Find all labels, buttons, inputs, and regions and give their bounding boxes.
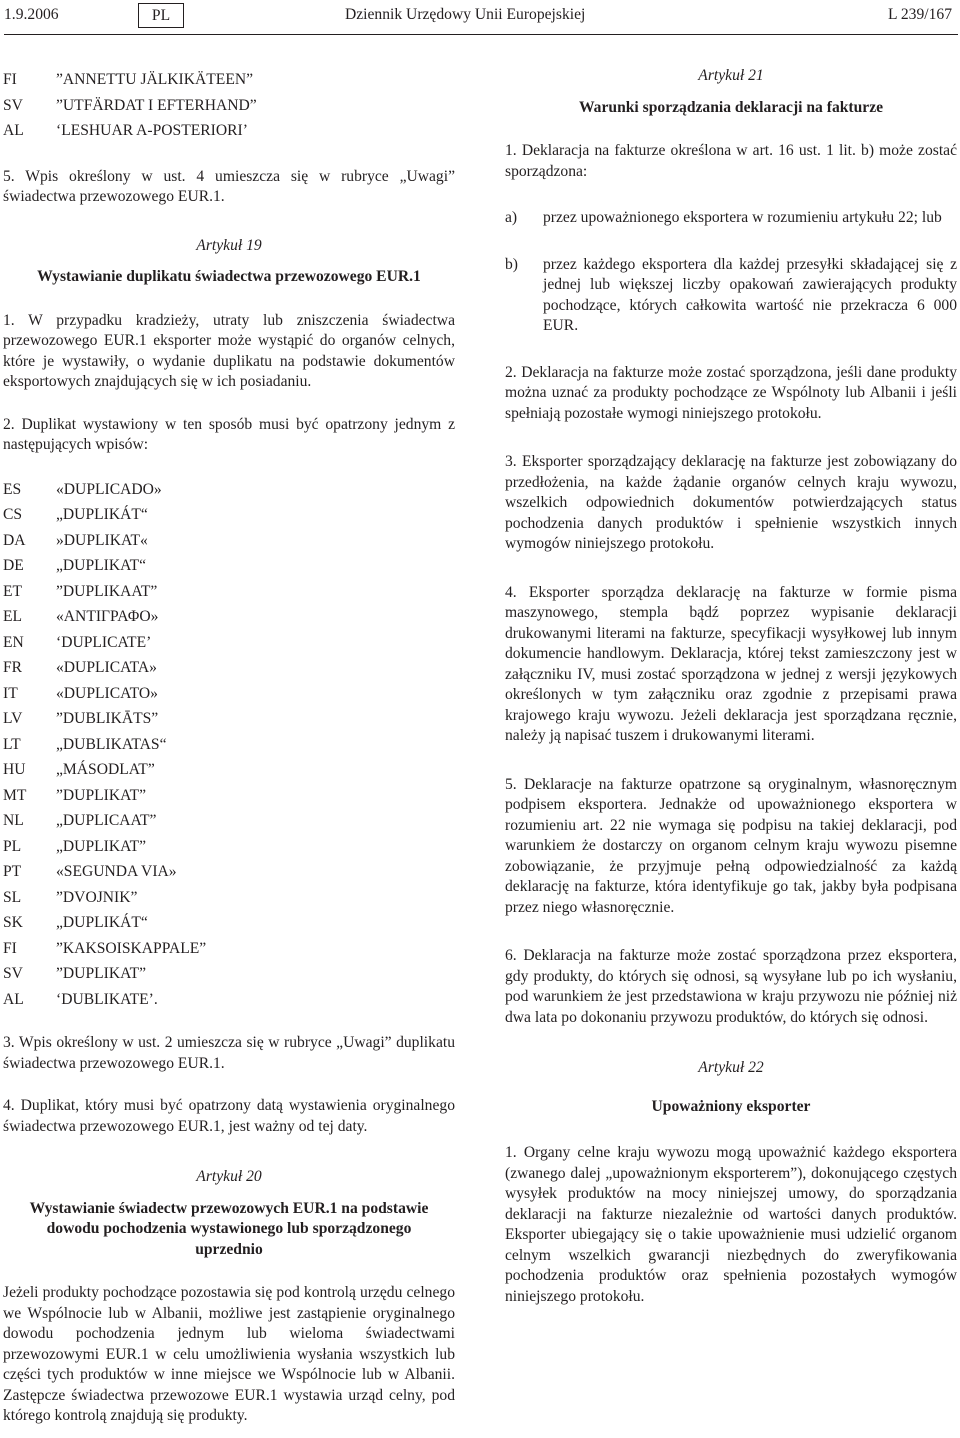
lang-text: ”DUPLIKAT” <box>56 786 147 804</box>
lang-code: LT <box>3 735 21 753</box>
lang-row <box>3 70 455 96</box>
article-20-heading: Artykuł 20 <box>196 1168 262 1185</box>
lang-row <box>3 531 455 557</box>
lang-code: SV <box>3 965 23 982</box>
lang-code: EL <box>3 608 23 625</box>
lang-code: PL <box>3 837 22 855</box>
article-19-paragraph-1: 1. W przypadku kradzieży, utraty lub zniszczenia świadectwa przewozowego EUR.1 eksporter może wystąpić do organów celnych, które je wystawiły, o wydanie duplikatu na podstawie dokumentów eksportowych znajdujących się w ich posiadaniu. <box>3 311 455 390</box>
item-text: przez upoważnionego eksportera w rozumieniu artykułu 22; lub <box>543 209 942 226</box>
journal-title: Dziennik Urzędowy Unii Europejskiej <box>345 6 586 23</box>
lang-text: ‘DUBLIKATE’. <box>56 990 158 1008</box>
left-column <box>3 70 455 1427</box>
article-22-heading: Artykuł 22 <box>698 1059 764 1076</box>
duplicate-annotation-list <box>3 480 455 1016</box>
lang-code: EN <box>3 633 24 651</box>
lang-row <box>3 480 455 506</box>
lang-text: «DUPLICADO» <box>56 480 162 498</box>
lang-code: DE <box>3 557 24 574</box>
lang-text: »DUPLIKAT« <box>56 531 148 549</box>
lang-row <box>3 862 455 888</box>
language-badge: PL <box>138 3 184 28</box>
article-21-paragraph-1: 1. Deklaracja na fakturze określona w art. 16 ust. 1 lit. b) może zostać sporządzona: <box>505 142 957 180</box>
lang-row <box>3 556 455 582</box>
lang-code: SL <box>3 888 22 906</box>
article-20-paragraph: Jeżeli produkty pochodzące pozostawia się pod kontrolą urzędu celnego we Wspólnocie lub w Albanii, możliwe jest zastąpienie oryginalnego dowodu pochodzenia jednym lub wieloma świadectwami przewozowymi EUR.1 w celu umożliwienia wysłania wszystkich lub części tych produktów w inne miejsce we Wspólnocie lub w Albanii. Zastępcze świadectwa przewozowe EUR.1 wystawia urząd celny, pod którego kontrolą znajdują się produkty. <box>3 1284 455 1424</box>
article-19-heading: Artykuł 19 <box>196 236 262 254</box>
lang-code: HU <box>3 761 26 778</box>
item-label: a) <box>505 209 518 226</box>
lang-text: ”DUPLIKAT” <box>56 965 147 982</box>
lang-code: ES <box>3 480 22 498</box>
lang-row <box>3 939 455 965</box>
lang-text: ”ANNETTU JÄLKIKÄTEEN” <box>56 71 254 88</box>
lang-code: SK <box>3 914 23 931</box>
publication-date: 1.9.2006 <box>4 6 59 23</box>
article-21-paragraph-4: 4. Eksporter sporządza deklarację na fakturze w formie pisma maszynowego, stempla bądź poprzez wypisanie deklaracji drukowanymi literami na fakturze, specyfikacji wysyłkowej lub innym dokumencie handlowym. Deklaracja, której tekst zamieszczony jest w załączniku IV, musi zostać sporządzona w jednej z wersji językowych określonych w tym załączniku oraz zgodnie z przepisami prawa krajowego kraju wywozu. Jeżeli deklaracja jest sporządzana ręcznie, należy ją napisać tuszem i drukowanymi literami. <box>505 583 957 744</box>
lang-text: ”KAKSOISKAPPALE” <box>56 939 207 957</box>
article-19-title: Wystawianie duplikatu świadectwa przewozowego EUR.1 <box>37 268 421 285</box>
lang-row <box>3 658 455 684</box>
lang-code: IT <box>3 684 18 702</box>
lang-text: «DUPLICATO» <box>56 684 158 702</box>
item-label: b) <box>505 255 518 273</box>
lang-text: „DUBLIKATAS“ <box>56 735 167 753</box>
lang-row <box>3 735 455 761</box>
lang-row <box>3 96 455 122</box>
lang-text: ”DUPLIKAAT” <box>56 582 158 600</box>
list-item-b <box>505 255 957 337</box>
lang-text: «ΑΝΤΙΓΡΑΦΟ» <box>56 608 159 625</box>
article-22-paragraph-1: 1. Organy celne kraju wywozu mogą upoważnić każdego eksportera (zwanego dalej „upoważnionym eksporterem”), dokonującego częstych wysyłek produktów na mocy niniejszej umowy, do sporządzania deklaracji na fakturze niezależnie od wartości danych produktów. Eksporter ubiegający się o takie upoważnienie musi udzielić organom celnym wszelkich gwarancji niezbędnych do zweryfikowania pochodzenia produktów oraz spełnienia pozostałych wymogów niniejszego protokołu. <box>505 1144 957 1305</box>
lang-text: «DUPLICATA» <box>56 659 157 676</box>
lang-code: FI <box>3 71 17 88</box>
lang-row <box>3 990 455 1016</box>
article-22-title: Upoważniony eksporter <box>651 1097 811 1115</box>
lang-row <box>3 684 455 710</box>
lang-code: ET <box>3 582 23 600</box>
lang-code: AL <box>3 122 24 139</box>
lang-code: AL <box>3 990 24 1008</box>
article-21-paragraph-6: 6. Deklaracja na fakturze może zostać sporządzona przez eksportera, gdy produkty, do których się odnosi, są wysyłane lub po ich wysłaniu, pod warunkiem że jest przedstawiona w kraju przywozu nie później niż dwa lata po dokonaniu przywozu produktów, do których się odnosi. <box>505 947 957 1026</box>
page-number: L 239/167 <box>888 6 952 23</box>
lang-row <box>3 888 455 914</box>
lang-row <box>3 913 455 939</box>
lang-text: „DUPLICAAT” <box>56 812 157 829</box>
lang-row <box>3 786 455 812</box>
lang-row <box>3 505 455 531</box>
lang-row <box>3 964 455 990</box>
lang-row <box>3 837 455 863</box>
lang-code: CS <box>3 506 23 523</box>
lang-text: «SEGUNDA VIA» <box>56 863 177 880</box>
lang-text: „DUPLIKÁT“ <box>56 506 148 523</box>
lang-row <box>3 760 455 786</box>
article-21-heading: Artykuł 21 <box>698 67 764 84</box>
lang-text: „DUPLIKÁT“ <box>56 914 148 931</box>
article-21-paragraph-5: 5. Deklaracje na fakturze opatrzone są oryginalnym, własnoręcznym podpisem eksportera. Jednakże od upoważnionego eksportera w rozumieniu art. 22 nie wymaga się podpisu na takiej deklaracji, pod warunkiem że dostarczy on organom celnym kraju wywozu pisemne zobowiązanie, że przyjmuje pełną odpowiedzialność za każdą deklarację na fakturze, która identyfikuje go tak, jakby była podpisana przez niego własnoręcznie. <box>505 775 957 916</box>
lang-code: SV <box>3 96 23 114</box>
lang-row <box>3 709 455 735</box>
item-text: przez każdego eksportera dla każdej przesyłki składającej się z jednej lub większej liczby opakowań zawierających produkty pochodzące, których całkowita wartość nie przekracza 6 000 EUR. <box>543 255 957 334</box>
lang-text: ”UTFÄRDAT I EFTERHAND” <box>56 96 257 114</box>
article-19-paragraph-4: 4. Duplikat, który musi być opatrzony datą wystawienia oryginalnego świadectwa przewozowego EUR.1, jest ważny od tej daty. <box>3 1097 455 1135</box>
lang-row <box>3 633 455 659</box>
article-19-paragraph-2: 2. Duplikat wystawiony w ten sposób musi być opatrzony jednym z następujących wpisów: <box>3 415 455 453</box>
lang-code: FR <box>3 659 23 676</box>
lang-text: ”DUBLIKĀTS” <box>56 710 159 727</box>
right-column <box>505 66 957 1307</box>
lang-row <box>3 607 455 633</box>
lang-text: ‘DUPLICATE’ <box>56 633 152 651</box>
lang-code: NL <box>3 812 24 829</box>
header-divider <box>4 34 958 35</box>
lang-text: „DUPLIKAT“ <box>56 557 147 574</box>
article-21-title: Warunki sporządzania deklaracji na fakturze <box>578 98 884 116</box>
list-item-a <box>505 208 957 229</box>
lang-code: PT <box>3 863 22 880</box>
lang-code: LV <box>3 710 23 727</box>
lang-row <box>3 811 455 837</box>
lang-code: FI <box>3 939 17 957</box>
lang-text: ”DVOJNIK” <box>56 888 138 906</box>
paragraph-5: 5. Wpis określony w ust. 4 umieszcza się w rubryce „Uwagi” świadectwa przewozowego EUR.1. <box>3 167 455 205</box>
annotation-list-top <box>3 70 455 147</box>
article-21-paragraph-2: 2. Deklaracja na fakturze może zostać sporządzona, jeśli dane produkty można uznać za produkty pochodzące ze Wspólnoty lub Albanii i jeśli spełniają pozostałe wymogi niniejszego protokołu. <box>505 363 957 422</box>
lang-text: „MÁSODLAT” <box>56 761 155 778</box>
lang-text: ‘LESHUAR A-POSTERIORI’ <box>56 122 248 139</box>
page-header <box>0 0 960 34</box>
article-19-paragraph-3: 3. Wpis określony w ust. 2 umieszcza się w rubryce „Uwagi” duplikatu świadectwa przewozowego EUR.1. <box>3 1034 455 1072</box>
article-21-paragraph-3: 3. Eksporter sporządzający deklarację na fakturze jest zobowiązany do przedłożenia, na każde żądanie organów celnych kraju wywozu, wszelkich odpowiednich dokumentów potwierdzających status pochodzenia danych produktów i spełnienie wszystkich innych wymogów niniejszego protokołu. <box>505 453 957 552</box>
lang-text: „DUPLIKAT” <box>56 837 147 855</box>
lang-code: DA <box>3 531 26 549</box>
lang-code: MT <box>3 786 27 804</box>
lang-row <box>3 582 455 608</box>
lang-row <box>3 121 455 147</box>
article-20-title: Wystawianie świadectw przewozowych EUR.1 na podstawie dowodu pochodzenia wystawionego lub sporządzonego uprzednio <box>29 1199 429 1258</box>
